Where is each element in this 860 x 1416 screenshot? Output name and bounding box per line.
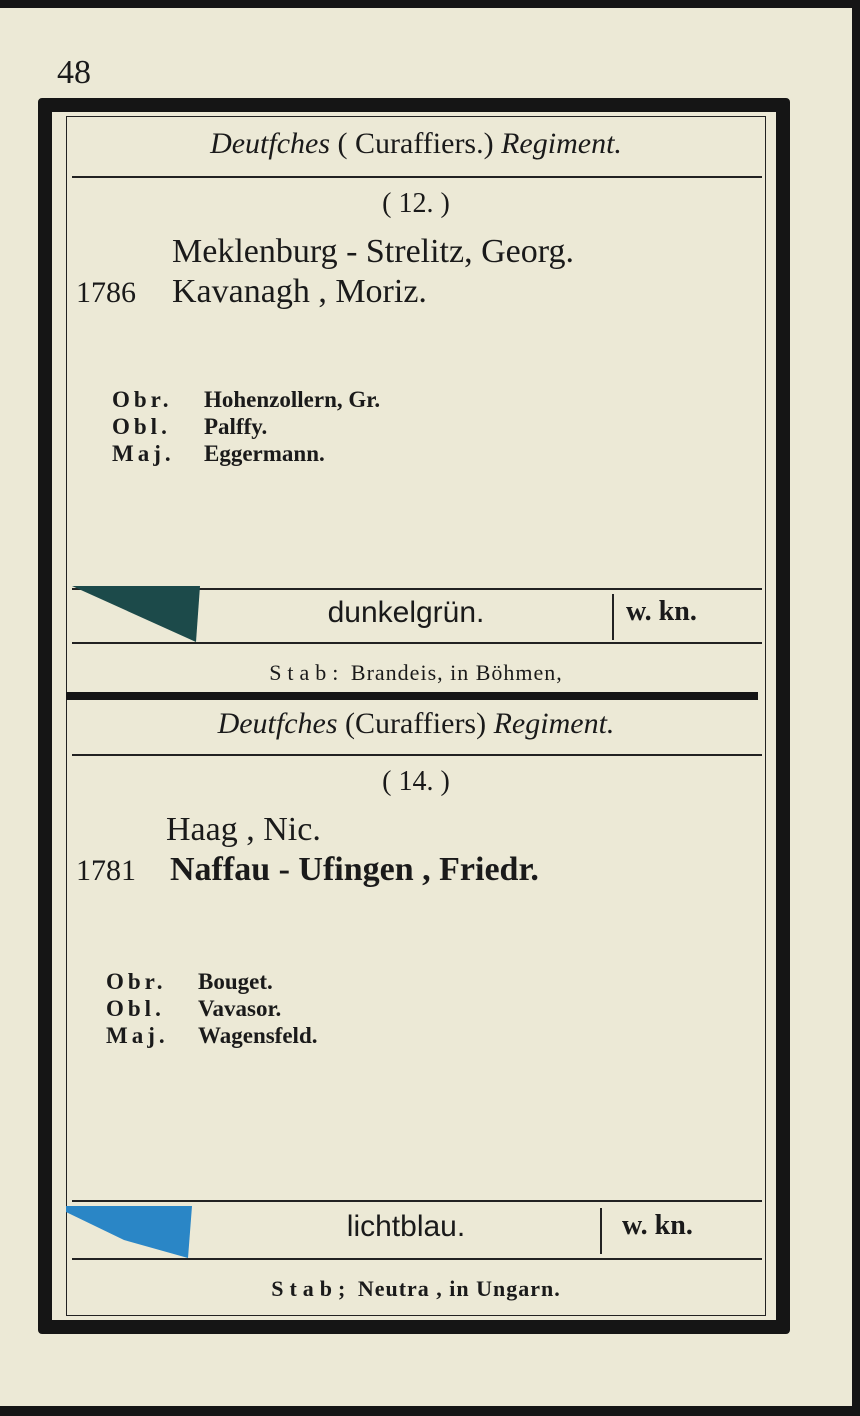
regiment-owner: Haag , Nic. <box>166 811 321 848</box>
page-bottom-edge <box>0 1406 860 1416</box>
officer-rank: Obl. <box>106 996 165 1021</box>
facing-color-name: dunkelgrün. <box>327 596 485 629</box>
button-color: w. kn. <box>626 596 697 627</box>
color-row-bottom-rule <box>72 642 762 644</box>
officer-row <box>112 413 380 440</box>
regiment-number: ( 12. ) <box>382 188 450 219</box>
title-rule <box>72 176 762 178</box>
officer-rank: Obr. <box>112 387 173 412</box>
facing-color-swatch <box>66 1202 196 1258</box>
button-color: w. kn. <box>622 1210 693 1241</box>
stab-location: Brandeis, in Böhmen, <box>350 660 563 685</box>
officer-rank: Obl. <box>112 414 171 439</box>
regiment-title <box>66 706 766 742</box>
officer-rank: Maj. <box>106 1023 169 1048</box>
officer-name: Eggermann. <box>204 441 325 466</box>
commander-year: 1786 <box>76 276 136 309</box>
officer-row <box>112 440 380 467</box>
facing-color-swatch <box>72 582 202 642</box>
officer-row <box>106 968 317 995</box>
page-number: 48 <box>57 54 91 91</box>
title-word-deutsches: Deutfches <box>210 127 331 160</box>
regiment-commander: Kavanagh , Moriz. <box>172 273 427 310</box>
stab-line <box>66 660 766 686</box>
regiment-commander: Naffau - Ufingen , Friedr. <box>170 851 539 888</box>
title-type: ( Curaffiers.) <box>337 127 494 160</box>
title-rule <box>72 754 762 756</box>
regiment-owner: Meklenburg - Strelitz, Georg. <box>172 233 574 270</box>
title-word-deutsches: Deutfches <box>217 707 338 740</box>
officer-row <box>112 386 380 413</box>
facing-color-row <box>66 1200 766 1260</box>
buttons-separator <box>612 594 614 640</box>
commander-year: 1781 <box>76 854 136 887</box>
color-row-bottom-rule <box>72 1258 762 1260</box>
title-word-regiment: Regiment. <box>501 127 622 160</box>
officer-name: Bouget. <box>198 969 273 994</box>
regiment-section-14 <box>66 700 766 1316</box>
page-right-edge <box>852 0 860 1416</box>
officer-rank: Obr. <box>106 969 167 994</box>
officer-list <box>112 386 380 467</box>
officer-name: Wagensfeld. <box>198 1023 318 1048</box>
facing-color-swatch-shape <box>72 586 200 642</box>
regiment-section-12 <box>66 116 766 696</box>
officer-row <box>106 1022 317 1049</box>
stab-line <box>66 1276 766 1302</box>
page-top-edge <box>0 0 860 8</box>
stab-location: Neutra , in Ungarn. <box>357 1276 561 1301</box>
title-type: (Curaffiers) <box>345 707 487 740</box>
regiment-number: ( 14. ) <box>382 766 450 797</box>
officer-list <box>106 968 317 1049</box>
title-word-regiment: Regiment. <box>493 707 615 740</box>
facing-color-swatch-shape <box>66 1206 192 1258</box>
regiment-title <box>66 126 766 162</box>
officer-name: Palffy. <box>204 414 268 439</box>
officer-name: Vavasor. <box>198 996 282 1021</box>
facing-color-row <box>66 588 766 644</box>
officer-row <box>106 995 317 1022</box>
officer-rank: Maj. <box>112 441 175 466</box>
section-divider <box>66 692 758 700</box>
stab-label: Stab; <box>271 1276 352 1301</box>
officer-name: Hohenzollern, Gr. <box>204 387 381 412</box>
stab-label: Stab: <box>269 660 345 685</box>
buttons-separator <box>600 1208 602 1254</box>
facing-color-name: lichtblau. <box>346 1210 466 1243</box>
